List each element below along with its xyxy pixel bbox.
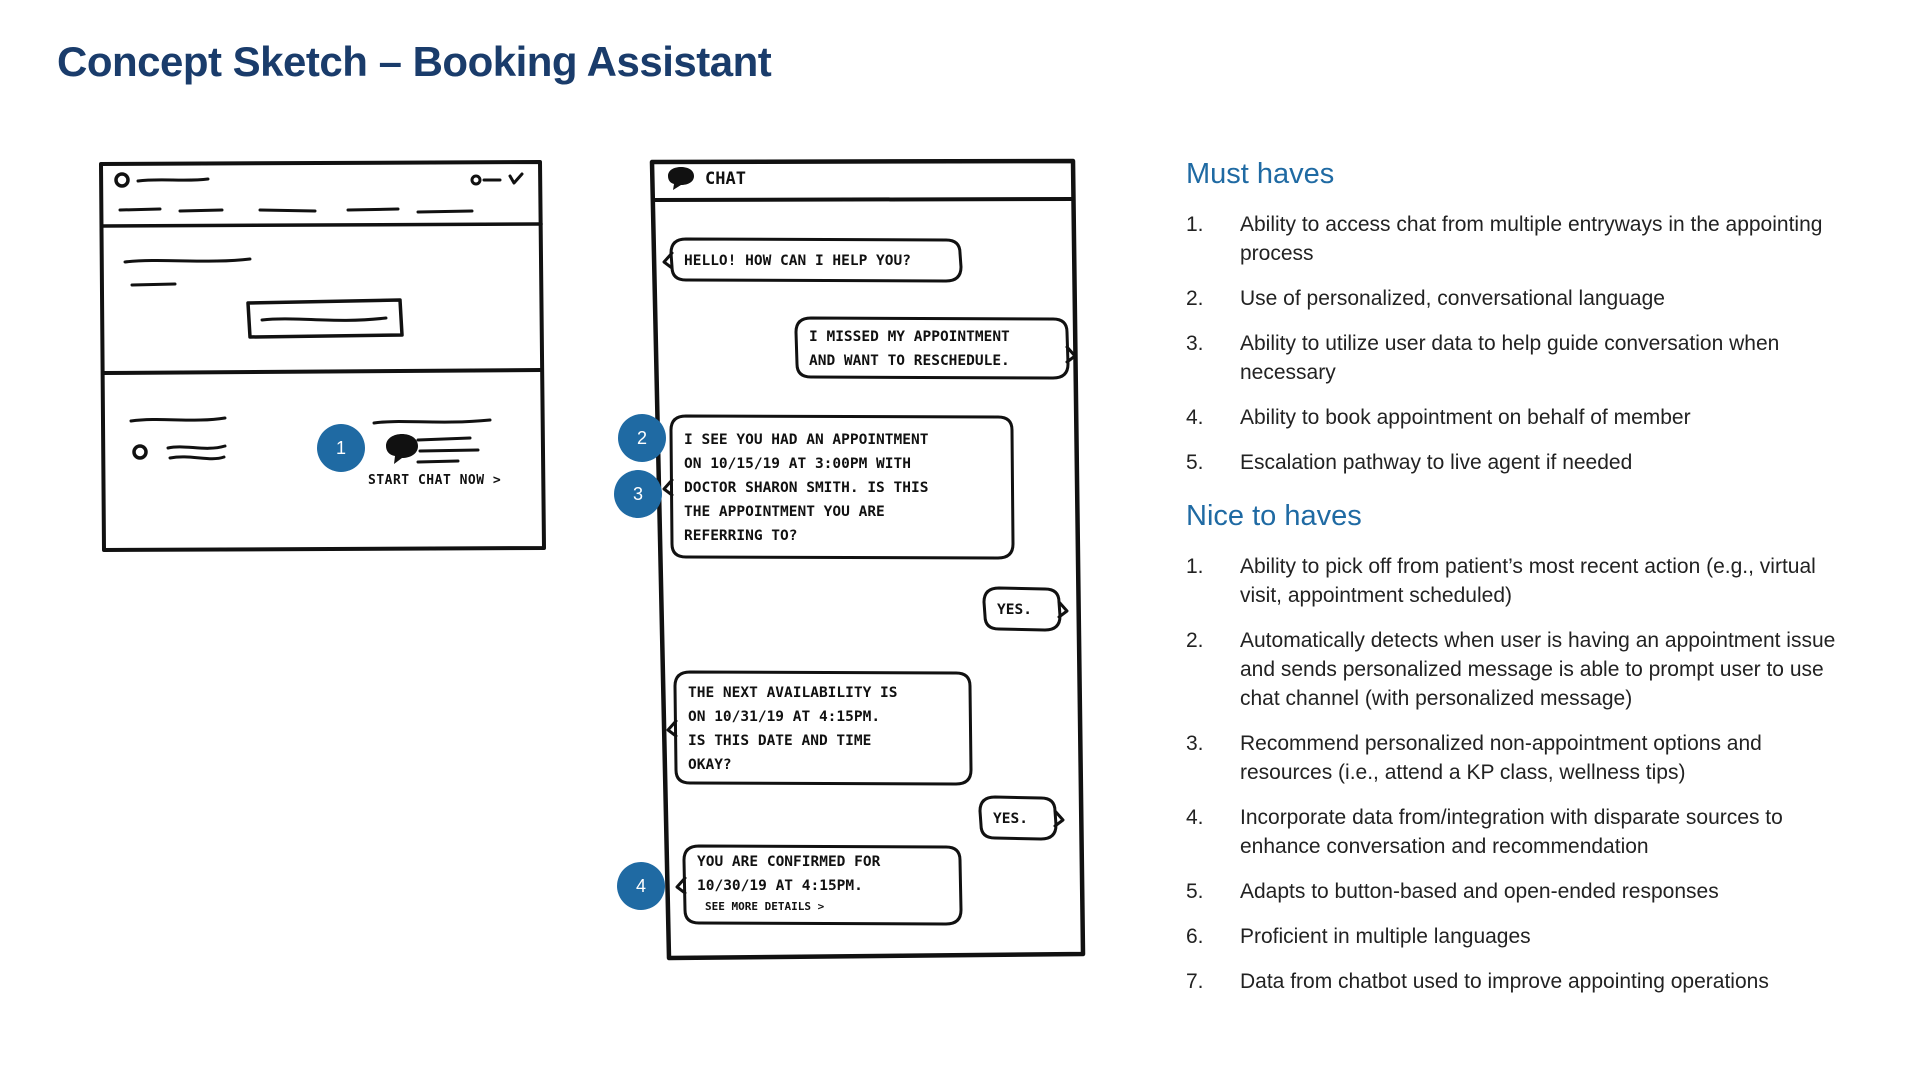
requirements-panel (1186, 158, 1846, 1012)
list-item (1186, 329, 1846, 387)
message-text: DOCTOR SHARON SMITH. IS THIS (684, 480, 929, 497)
list-item (1186, 922, 1846, 951)
item-number: 3. (1186, 732, 1204, 755)
page-title: Concept Sketch – Booking Assistant (57, 38, 772, 85)
list-item (1186, 626, 1846, 713)
item-text: Proficient in multiple languages (1240, 925, 1531, 948)
item-text: Ability to book appointment on behalf of member (1240, 406, 1691, 429)
list-item (1186, 729, 1846, 787)
message-text: THE APPOINTMENT YOU ARE (684, 504, 885, 521)
nice-to-haves-list (1186, 552, 1846, 996)
svg-text:3: 3 (632, 484, 644, 504)
item-text: Data from chatbot used to improve appointing operations (1240, 970, 1769, 993)
message-text: THE NEXT AVAILABILITY IS (688, 685, 898, 702)
item-number: 2. (1186, 629, 1204, 652)
user-message-bubble (984, 588, 1067, 630)
item-number: 3. (1186, 332, 1204, 355)
svg-text:2: 2 (636, 428, 648, 448)
message-text: ON 10/31/19 AT 4:15PM. (688, 709, 881, 726)
message-text: YOU ARE CONFIRMED FOR (697, 854, 881, 871)
start-chat-link: START CHAT NOW > (368, 473, 502, 488)
item-text: Ability to pick off from patient’s most recent action (e.g., virtual visit, appointment scheduled) (1240, 555, 1816, 607)
must-haves-list (1186, 210, 1846, 477)
see-more-details-link: SEE MORE DETAILS > (705, 900, 825, 914)
svg-text:4: 4 (635, 876, 647, 896)
item-number: 5. (1186, 880, 1204, 903)
user-message-bubble (980, 797, 1063, 839)
item-number: 2. (1186, 287, 1204, 310)
item-text: Use of personalized, conversational language (1240, 287, 1665, 310)
message-text: YES. (993, 811, 1028, 828)
message-text: REFERRING TO? (684, 528, 798, 545)
item-text: Ability to access chat from multiple entryways in the appointing process (1240, 213, 1823, 265)
item-number: 4. (1186, 406, 1204, 429)
chat-icon (386, 434, 418, 464)
nice-to-haves-heading: Nice to haves (1186, 500, 1362, 532)
item-text: Ability to utilize user data to help guide conversation when necessary (1240, 332, 1780, 384)
item-number: 6. (1186, 925, 1204, 948)
list-item (1186, 210, 1846, 268)
message-text: IS THIS DATE AND TIME (688, 733, 872, 750)
bot-message-bubble (677, 846, 961, 924)
list-item (1186, 967, 1846, 996)
chat-messages (664, 239, 1075, 924)
marker-1 (317, 424, 365, 472)
marker-4 (617, 862, 665, 910)
chat-header-title: CHAT (705, 169, 746, 189)
message-text: I SEE YOU HAD AN APPOINTMENT (684, 432, 929, 449)
bot-message-bubble (664, 416, 1013, 558)
message-text: 10/30/19 AT 4:15PM. (697, 878, 863, 895)
message-text: HELLO! HOW CAN I HELP YOU? (684, 253, 911, 270)
list-item (1186, 448, 1846, 477)
item-text: Adapts to button-based and open-ended responses (1240, 880, 1719, 903)
list-item (1186, 877, 1846, 906)
item-number: 5. (1186, 451, 1204, 474)
item-number: 1. (1186, 555, 1204, 578)
bot-message-bubble (664, 239, 961, 281)
list-item (1186, 552, 1846, 610)
list-item (1186, 403, 1846, 432)
marker-2 (618, 414, 666, 462)
item-text: Incorporate data from/integration with disparate sources to enhance conversation and recommendation (1240, 806, 1783, 858)
list-item (1186, 284, 1846, 313)
item-text: Automatically detects when user is having an appointment issue and sends personalized message is able to prompt user to use chat channel (with personalized message) (1240, 629, 1836, 710)
chat-header-icon (668, 167, 694, 190)
message-text: AND WANT TO RESCHEDULE. (809, 353, 1010, 370)
must-haves-heading: Must haves (1186, 158, 1335, 190)
webpage-sketch (101, 162, 544, 550)
message-text: OKAY? (688, 757, 732, 774)
item-number: 4. (1186, 806, 1204, 829)
message-text: ON 10/15/19 AT 3:00PM WITH (684, 456, 911, 473)
item-number: 1. (1186, 213, 1204, 236)
message-text: I MISSED MY APPOINTMENT (809, 329, 1010, 346)
bot-message-bubble (668, 672, 971, 784)
item-number: 7. (1186, 970, 1204, 993)
message-text: YES. (997, 602, 1032, 619)
svg-text:1: 1 (335, 438, 347, 458)
marker-3 (614, 470, 662, 518)
item-text: Recommend personalized non-appointment options and resources (i.e., attend a KP class, wellness tips) (1240, 732, 1762, 784)
list-item (1186, 803, 1846, 861)
user-message-bubble (796, 318, 1075, 378)
item-text: Escalation pathway to live agent if needed (1240, 451, 1633, 474)
